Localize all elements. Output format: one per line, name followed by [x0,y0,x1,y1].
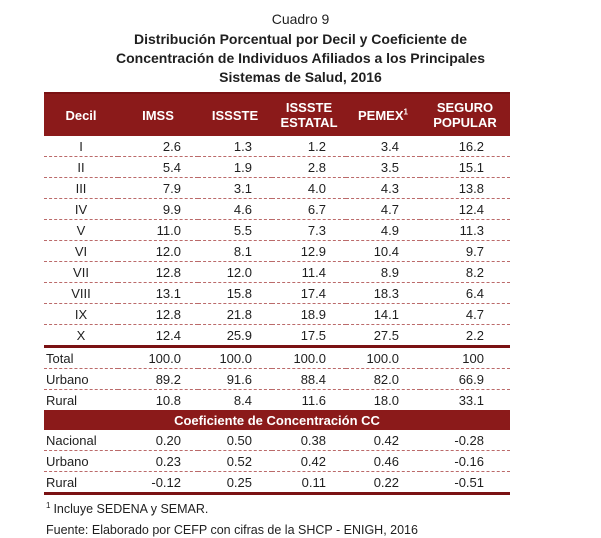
col-header-seguro-popular [420,93,510,136]
row-label: Urbano [44,369,118,390]
value-cell: 10.4 [346,241,420,262]
value-cell: 0.46 [346,451,420,472]
table-caption: Cuadro 9 [271,11,330,27]
value-cell: 0.38 [272,430,346,451]
value-cell: 5.5 [198,220,272,241]
value-cell: 0.22 [346,472,420,494]
value-cell: 6.7 [272,199,346,220]
value-cell: 25.9 [198,325,272,347]
table-row [44,283,510,304]
title-line-3: Sistemas de Salud, 2016 [219,69,382,85]
value-cell: 8.1 [198,241,272,262]
value-cell: 33.1 [458,392,484,408]
value-cell: 0.20 [118,430,198,451]
value-cell: 12.0 [198,262,272,283]
value-cell: 15.8 [198,283,272,304]
col-header-seguro-popular-line1: SEGURO [436,100,494,115]
footnote-text: Incluye SEDENA y SEMAR. [53,502,209,516]
value-cell: 10.8 [155,392,181,408]
value-cell: 27.5 [346,325,420,347]
cc-rows-section [44,430,510,494]
value-cell: 1.3 [198,136,272,157]
col-header-imss: IMSS [118,93,198,136]
header-row [44,93,510,136]
col-header-pemex [346,93,420,136]
table-row [44,369,510,390]
value-cell: 12.0 [118,241,198,262]
row-label: Urbano [44,451,118,472]
document-page [0,10,601,537]
row-label: VIII [44,283,118,304]
table-row [44,241,510,262]
value-cell: 12.4 [420,199,510,220]
col-header-issste-estatal-line1: ISSSTE [285,100,333,115]
decile-rows-section [44,136,510,347]
col-header-decil: Decil [44,93,118,136]
value-cell: 9.7 [420,241,510,262]
value-cell: 16.2 [420,136,510,157]
value-cell: 0.23 [118,451,198,472]
value-cell: 88.4 [272,369,346,390]
value-cell: 8.2 [420,262,510,283]
value-cell: 100.0 [346,347,420,369]
footnote [46,501,601,517]
value-cell: 4.9 [346,220,420,241]
value-cell: 3.1 [198,178,272,199]
col-header-issste-estatal [272,93,346,136]
table-title [0,30,601,87]
value-cell: -0.12 [118,472,198,494]
value-cell: -0.51 [420,472,510,494]
source-line: Fuente: Elaborado por CEFP con cifras de la SHCP - ENIGH, 2016 [46,523,418,537]
value-cell: 66.9 [420,369,510,390]
value-cell: 89.2 [118,369,198,390]
value-cell: 3.4 [346,136,420,157]
value-cell: 18.0 [373,392,399,408]
value-cell: 21.8 [198,304,272,325]
value-cell: 1.2 [272,136,346,157]
value-cell: 5.4 [118,157,198,178]
value-cell: 0.25 [198,472,272,494]
row-label: Total [44,347,118,369]
value-cell: 15.1 [420,157,510,178]
table-row [44,262,510,283]
table-row [44,304,510,325]
value-cell: 18.3 [346,283,420,304]
value-cell: 100.0 [198,347,272,369]
value-cell: 12.8 [118,304,198,325]
value-cell: 100.0 [272,347,346,369]
col-header-issste: ISSSTE [198,93,272,136]
row-label: X [44,325,118,347]
value-cell: 12.4 [118,325,198,347]
table-row [44,390,510,411]
value-cell: 17.4 [272,283,346,304]
value-cell: 4.7 [420,304,510,325]
value-cell: 8.9 [346,262,420,283]
value-cell: 13.1 [118,283,198,304]
table-row [44,220,510,241]
title-line-1: Distribución Porcentual por Decil y Coeficiente de [134,31,467,47]
row-label: III [44,178,118,199]
title-line-2: Concentración de Individuos Afiliados a los Principales [115,50,485,66]
summary-rows-section [44,347,510,411]
value-cell: 11.3 [420,220,510,241]
value-cell: 8.4 [233,392,252,408]
row-label: Rural [46,392,78,408]
table-row [44,347,510,369]
row-label: VII [44,262,118,283]
value-cell: 100.0 [118,347,198,369]
value-cell: 4.3 [346,178,420,199]
row-label: IV [44,199,118,220]
row-label: IX [44,304,118,325]
value-cell: 3.5 [346,157,420,178]
row-label: VI [44,241,118,262]
data-table [44,92,510,495]
value-cell: 7.3 [272,220,346,241]
table-row [44,199,510,220]
value-cell: 0.52 [198,451,272,472]
value-cell: 6.4 [420,283,510,304]
col-header-pemex-text: PEMEX [358,107,404,123]
value-cell: 2.8 [272,157,346,178]
value-cell: 82.0 [346,369,420,390]
table-row [44,472,510,494]
value-cell: 11.6 [301,392,326,408]
value-cell: -0.28 [420,430,510,451]
value-cell: 0.42 [346,430,420,451]
value-cell: 11.0 [118,220,198,241]
cc-band-title: Coeficiente de Concentración CC [44,410,510,430]
value-cell: 12.8 [118,262,198,283]
value-cell: 18.9 [272,304,346,325]
value-cell: 7.9 [118,178,198,199]
value-cell: 14.1 [346,304,420,325]
cc-band-section [44,410,510,430]
value-cell: 12.9 [272,241,346,262]
value-cell: 1.9 [198,157,272,178]
value-cell: 0.42 [272,451,346,472]
table-row [44,451,510,472]
value-cell: -0.16 [420,451,510,472]
value-cell: 4.0 [272,178,346,199]
cc-band-row [44,410,510,430]
value-cell: 2.6 [118,136,198,157]
value-cell: 9.9 [118,199,198,220]
col-header-seguro-popular-line2: POPULAR [433,115,497,130]
table-row [44,430,510,451]
table-header-band [44,93,510,136]
value-cell: 91.6 [198,369,272,390]
value-cell: 2.2 [420,325,510,347]
row-label: II [44,157,118,178]
table-row [44,157,510,178]
value-cell: 4.7 [346,199,420,220]
table-row [44,178,510,199]
row-label: Nacional [44,430,118,451]
col-header-issste-estatal-line2: ESTATAL [280,115,338,130]
row-label: I [44,136,118,157]
value-cell: 100 [420,347,510,369]
table-row [44,136,510,157]
value-cell: 4.6 [198,199,272,220]
footnote-mark: 1 [46,500,51,510]
table-row [44,325,510,347]
value-cell: 17.5 [272,325,346,347]
value-cell: 0.11 [272,472,346,494]
value-cell: 11.4 [272,262,346,283]
value-cell: 0.50 [198,430,272,451]
row-label: V [44,220,118,241]
row-label: Rural [44,472,118,494]
pemex-footnote-mark: 1 [403,107,408,117]
value-cell: 13.8 [420,178,510,199]
